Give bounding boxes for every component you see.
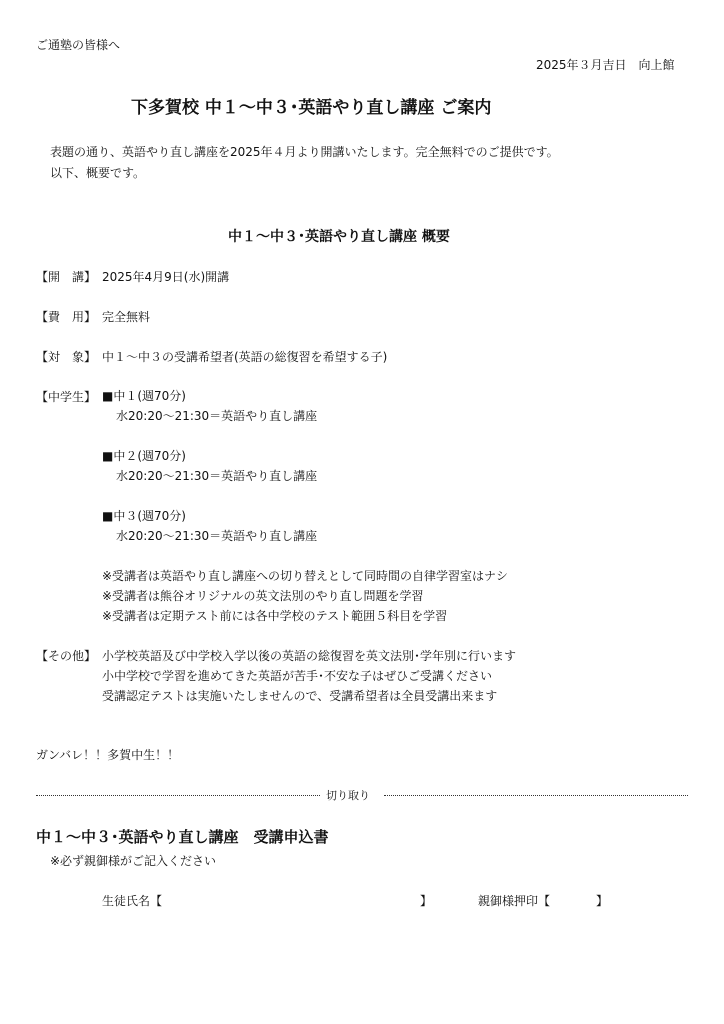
form-title: 中１～中３･英語やり直し講座 受講申込書 <box>36 828 329 846</box>
other-line-3: 受講認定テストは実施いたしませんので、受講希望者は全員受講出来ます <box>102 689 498 703</box>
other-label: 【その他】 <box>36 649 97 663</box>
grade-2-schedule: 水20:20～21:30＝英語やり直し講座 <box>116 469 318 483</box>
target-label: 【対 象】 <box>36 350 97 364</box>
grade-2-name: ■中２(週70分) <box>102 449 186 463</box>
cut-line-left <box>36 795 320 796</box>
target-row <box>36 348 387 365</box>
middle-label: 【中学生】 <box>36 390 97 404</box>
other-line-1: 小学校英語及び中学校入学以後の英語の総復習を英文法別･学年別に行います <box>102 649 517 663</box>
student-name-label: 生徒氏名【 <box>102 894 163 908</box>
form-note: ※必ず親御様がご記入ください <box>50 854 217 868</box>
intro-line-2: 以下、概要です。 <box>50 166 146 180</box>
middle-note-1: ※受講者は英語やり直し講座への切り替えとして同時間の自律学習室はナシ <box>102 569 508 583</box>
target-value: 中１～中３の受講希望者(英語の総復習を希望する子) <box>102 350 388 364</box>
middle-note-2: ※受講者は熊谷オリジナルの英文法別のやり直し問題を学習 <box>102 589 424 603</box>
grade-3-name: ■中３(週70分) <box>102 509 186 523</box>
seal-field[interactable] <box>556 888 592 908</box>
middle-note-3: ※受講者は定期テスト前には各中学校のテスト範囲５科目を学習 <box>102 609 448 623</box>
cost-label: 【費 用】 <box>36 310 97 324</box>
other-line-2: 小中学校で学習を進めてきた英語が苦手･不安な子はぜひご受講ください <box>102 669 493 683</box>
date-issuer: 2025年３月吉日 向上館 <box>536 58 675 72</box>
grade-1-schedule: 水20:20～21:30＝英語やり直し講座 <box>116 409 318 423</box>
student-name-field[interactable] <box>172 888 412 908</box>
cost-row <box>36 308 150 325</box>
cut-line-right <box>384 795 688 796</box>
open-row <box>36 268 229 285</box>
student-name-close: 】 <box>420 894 433 908</box>
grade-3-schedule: 水20:20～21:30＝英語やり直し講座 <box>116 529 318 543</box>
open-value: 2025年4月9日(水)開講 <box>102 270 230 284</box>
grade-1-name: ■中１(週70分) <box>102 389 186 403</box>
open-label: 【開 講】 <box>36 270 97 284</box>
cheer-text: ガンバレ！！多賀中生！！ <box>36 748 180 762</box>
cost-value: 完全無料 <box>102 310 151 324</box>
seal-label: 親御様押印【 <box>478 894 551 908</box>
cut-label: 切り取り <box>326 789 370 802</box>
page-title: 下多賀校 中１～中３･英語やり直し講座 ご案内 <box>131 98 492 118</box>
intro-line-1: 表題の通り、英語やり直し講座を2025年４月より開講いたします。完全無料でのご提供です。 <box>50 145 559 159</box>
salutation: ご通塾の皆様へ <box>36 38 121 52</box>
seal-close: 】 <box>596 894 609 908</box>
outline-title: 中１～中３･英語やり直し講座 概要 <box>228 229 450 245</box>
